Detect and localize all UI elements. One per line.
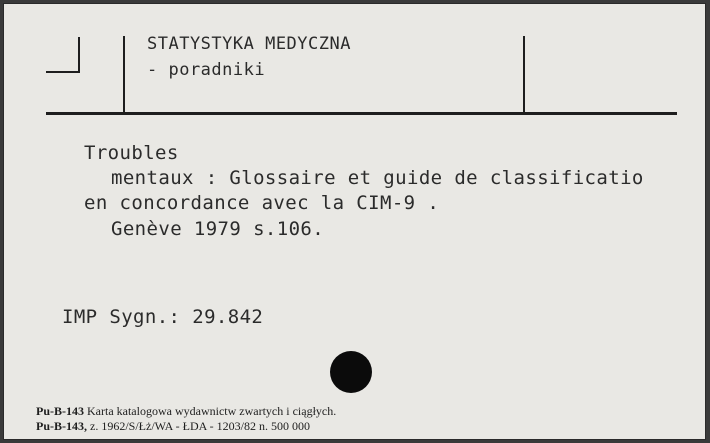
call-number: IMP Sygn.: 29.842 [62, 306, 264, 328]
footer-code-1: Pu-B-143 [36, 404, 84, 418]
catalog-card [3, 3, 706, 440]
subject-subdivision: - poradniki [147, 60, 266, 80]
imprint-line: Genève 1979 s.106. [111, 218, 325, 240]
title-line-3: en concordance avec la CIM-9 . [84, 192, 440, 214]
footer-line-1 [36, 404, 336, 419]
footer-desc-1: Karta katalogowa wydawnictw zwartych i ciągłych. [87, 404, 337, 418]
footer-desc-2: z. 1962/S/Łż/WA - ŁDA - 1203/82 n. 500 000 [90, 419, 310, 433]
footer-code-2: Pu-B-143, [36, 419, 87, 433]
footer-line-2 [36, 419, 310, 434]
header-divider [46, 112, 677, 115]
punch-hole [330, 351, 372, 393]
header-rule-left [123, 36, 125, 114]
corner-mark-horizontal [46, 71, 80, 73]
corner-mark-vertical [78, 37, 80, 73]
header-rule-right [523, 36, 525, 114]
subject-heading: STATYSTYKA MEDYCZNA [147, 34, 351, 54]
title-line-2: mentaux : Glossaire et guide de classificatio [111, 167, 644, 189]
title-line-1: Troubles [84, 142, 179, 164]
